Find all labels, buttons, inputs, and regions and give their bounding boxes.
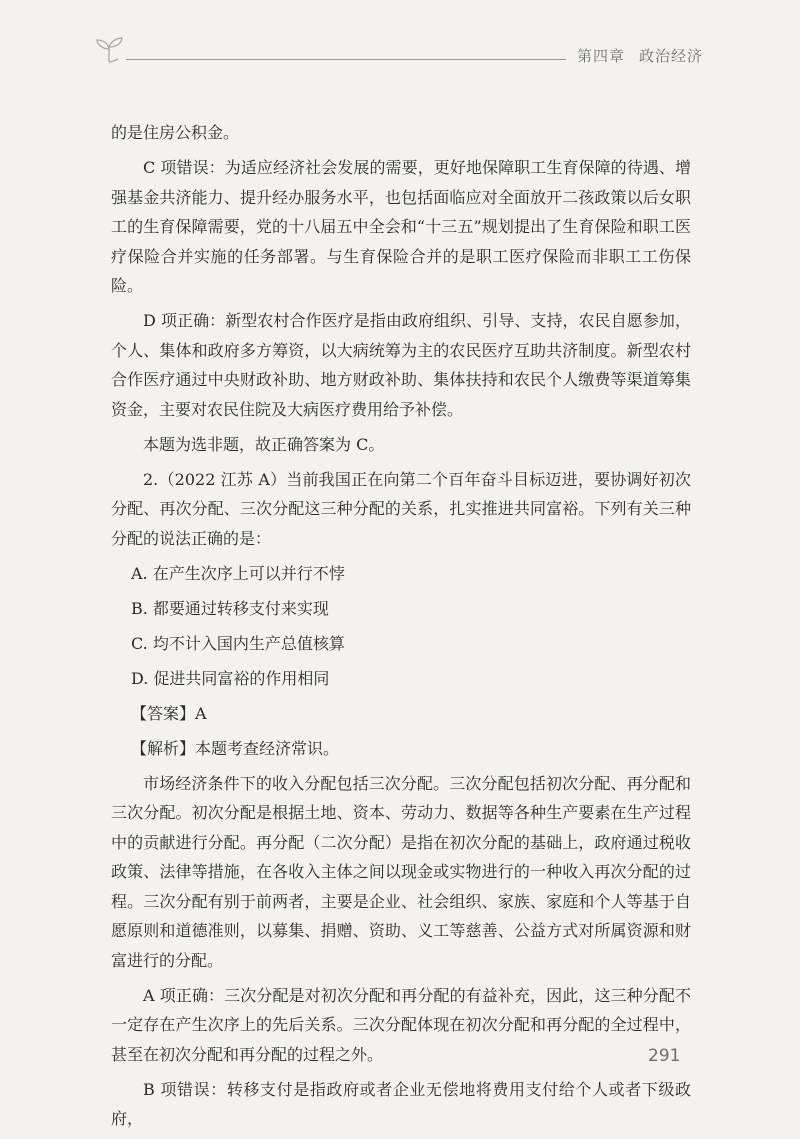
paragraph: D 项正确：新型农村合作医疗是指由政府组织、引导、支持，农民自愿参加，个人、集体和政府多方筹资，以大病统筹为主的农民医疗互助共济制度。新型农村合作医疗通过中央财政补助、地方财政补助、集体扶持和农民个人缴费等渠道筹集资金，主要对农民住院及大病医疗费用给予补偿。 (111, 311, 691, 419)
option-d: D. 促进共同富裕的作用相同 (131, 668, 330, 688)
header-rule (126, 59, 566, 60)
page-body (111, 118, 691, 1139)
paragraph: 的是住房公积金。 (111, 123, 240, 142)
sprout-icon (92, 32, 126, 66)
paragraph: 本题为选非题，故正确答案为 C。 (143, 434, 385, 454)
page-number: 291 (648, 1046, 681, 1066)
explanation-paragraph: 市场经济条件下的收入分配包括三次分配。三次分配包括初次分配、再分配和三次分配。初次分配是根据土地、资本、劳动力、数据等各种生产要素在生产过程中的贡献进行分配。再分配（二次分配）是指在初次分配的基础上，政府通过税收政策、法律等措施，在各收入主体之间以现金或实物进行的一种收入再次分配的过程。三次分配有别于前两者，主要是企业、社会组织、家族、家庭和个人等基于自愿原则和道德准则，以募集、捐赠、资助、义工等慈善、公益方式对所属资源和财富进行的分配。 (111, 773, 691, 970)
answer-label: 【答案】A (131, 703, 207, 723)
page-header (0, 0, 800, 90)
chapter-title (577, 45, 703, 66)
option-a: A. 在产生次序上可以并行不悖 (131, 563, 345, 583)
option-c: C. 均不计入国内生产总值核算 (131, 633, 345, 653)
analysis-label: 【解析】本题考查经济常识。 (131, 738, 340, 758)
paragraph: C 项错误：为适应经济社会发展的需要，更好地保障职工生育保障的待遇、增强基金共济能力、提升经办服务水平，也包括面临应对全面放开二孩政策以后女职工的生育保障需要，党的十八届五中全会和“十三五”规划提出了生育保险和职工医疗保险合并实施的任务部署。与生育保险合并的是职工医疗保险而非职工工伤保险。 (111, 158, 691, 295)
chapter-section: 政治经济 (639, 47, 704, 65)
option-b: B. 都要通过转移支付来实现 (131, 598, 329, 618)
chapter-number: 第四章 (577, 47, 626, 65)
explanation-paragraph: A 项正确：三次分配是对初次分配和再分配的有益补充，因此，这三种分配不一定存在产生次序上的先后关系。三次分配体现在初次分配和再分配的全过程中，甚至在初次分配和再分配的过程之外。 (111, 985, 691, 1064)
explanation-paragraph: B 项错误：转移支付是指政府或者企业无偿地将费用支付给个人或者下级政府， (111, 1079, 691, 1128)
question-stem: 2.（2022 江苏 A）当前我国正在向第二个百年奋斗目标迈进，要协调好初次分配、再次分配、三次分配这三种分配的关系，扎实推进共同富裕。下列有关三种分配的说法正确的是： (111, 469, 691, 548)
